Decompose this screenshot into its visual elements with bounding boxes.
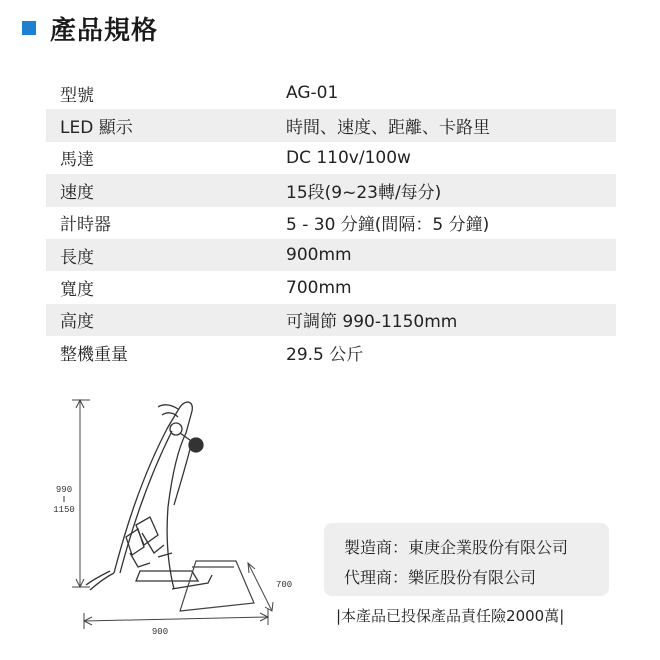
spec-value: 29.5 公斤 [286, 344, 364, 365]
agent-text: 代理商：樂匠股份有限公司 [344, 568, 537, 587]
spec-label: 型號 [60, 85, 94, 106]
machine-illustration [86, 402, 212, 590]
length-dimension-line [84, 609, 268, 629]
height-dimension-line [72, 400, 90, 587]
spec-value: 可調節 990-1150mm [286, 312, 458, 333]
spec-table [46, 77, 616, 369]
spec-row-timer [46, 207, 616, 239]
spec-row-length [46, 239, 616, 271]
spec-row-width [46, 271, 616, 303]
spec-row-height [46, 304, 616, 336]
height-label-top: 990 [55, 485, 73, 495]
spec-label: 高度 [60, 312, 94, 333]
spec-label: 馬達 [60, 150, 94, 171]
spec-label: 寬度 [60, 280, 94, 301]
page-title: 產品規格 [50, 15, 159, 46]
manufacturer-text: 製造商：東庚企業股份有限公司 [344, 538, 569, 557]
spec-row-speed [46, 174, 616, 206]
insurance-note: |本產品已投保產品責任險2000萬| [336, 607, 565, 625]
section-header [22, 10, 158, 46]
spec-label: 長度 [60, 247, 94, 268]
length-dimension-label: 900 [151, 627, 169, 637]
spec-value: 時間、速度、距離、卡路里 [286, 118, 490, 139]
company-info-box [324, 523, 609, 596]
spec-row-led-display [46, 109, 616, 141]
spec-value: AG-01 [286, 83, 339, 104]
spec-label: 整機重量 [60, 344, 128, 365]
spec-value: 700mm [286, 277, 352, 298]
spec-row-model [46, 77, 616, 109]
spec-label: 速度 [60, 182, 94, 203]
height-label-bottom: 1150 [53, 505, 75, 515]
spec-value: 5 - 30 分鐘(間隔：5 分鐘) [286, 215, 490, 236]
spec-label: 計時器 [60, 215, 111, 236]
width-dimension-label: 700 [276, 580, 293, 590]
spec-row-weight [46, 336, 616, 368]
spec-value: 900mm [286, 245, 352, 266]
spec-value: 15段(9~23轉/每分) [286, 182, 442, 203]
header-square-icon [22, 21, 36, 35]
spec-row-motor [46, 142, 616, 174]
spec-value: DC 110v/100w [286, 147, 411, 168]
product-dimension-diagram [40, 385, 320, 645]
spec-label: LED 顯示 [60, 118, 133, 139]
